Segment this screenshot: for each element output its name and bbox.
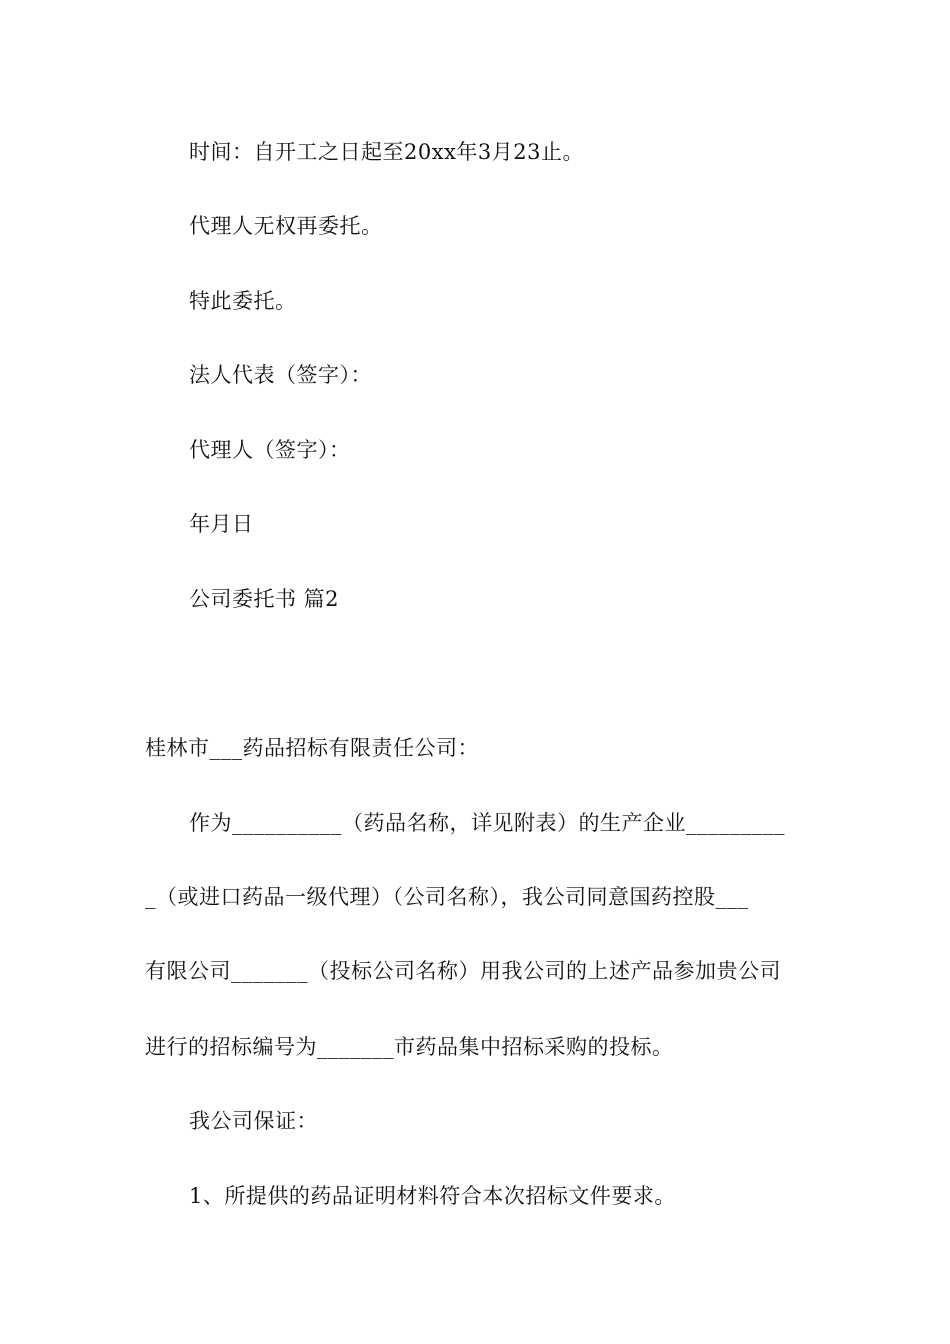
signature-legal-representative: 法人代表（签字）： [189,363,372,387]
date-line: 年月日 [189,512,254,536]
body-paragraph-line-3: 有限公司_______（投标公司名称）用我公司的上述产品参加贵公司 [145,959,781,983]
signature-agent: 代理人（签字）： [189,438,351,462]
addressee-line: 桂林市___药品招标有限责任公司： [145,736,479,760]
paragraph-time-period: 时间：自开工之日起至20xx年3月23止。 [189,140,584,164]
body-paragraph-line-2: _（或进口药品一级代理）（公司名称），我公司同意国药控股___ [145,885,749,909]
paragraph-no-sub-delegation: 代理人无权再委托。 [189,214,383,238]
body-paragraph-line-4: 进行的招标编号为_______市药品集中招标采购的投标。 [145,1035,674,1059]
guarantee-heading: 我公司保证： [189,1109,318,1133]
body-paragraph-line-1: 作为__________（药品名称，详见附表）的生产企业_________ [189,811,785,835]
paragraph-hereby-authorize: 特此委托。 [189,289,297,313]
section-heading-part-2: 公司委托书 篇2 [189,587,340,611]
guarantee-item-1: 1、所提供的药品证明材料符合本次招标文件要求。 [189,1184,676,1208]
